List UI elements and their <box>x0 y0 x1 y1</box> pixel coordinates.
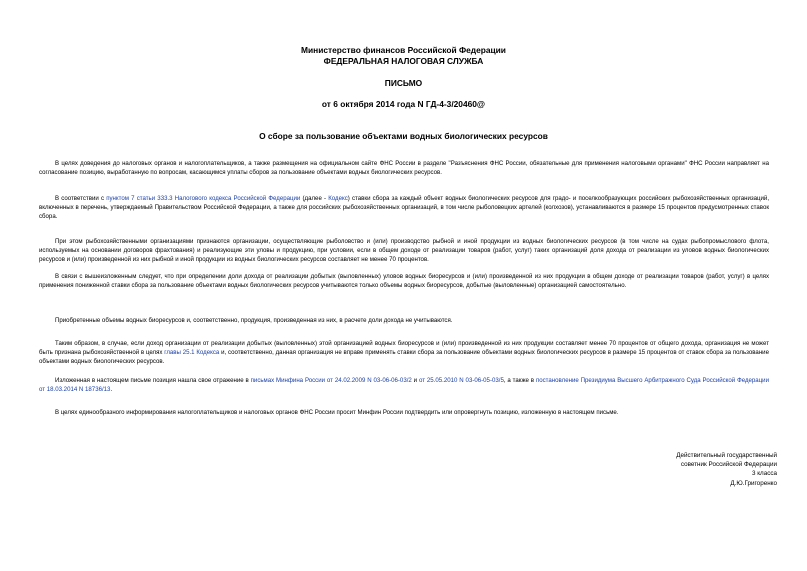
service-title: ФЕДЕРАЛЬНАЯ НАЛОГОВАЯ СЛУЖБА <box>323 56 484 66</box>
paragraph-7-text-b: и <box>411 377 419 384</box>
paragraph-2-text-a: В соответствии с <box>55 195 107 202</box>
arbitration-court-ruling-link[interactable]: постановление Президиума Высшего Арбитражного Суда Российской Федерации от 18.03.2014 N 18736/13 <box>39 377 769 393</box>
signature-title-line-1: Действительный государственный <box>676 452 777 459</box>
paragraph-3: При этом рыбохозяйственными организациями признаются организации, осуществляющие рыболовство и (или) производство рыбной и иной продукции из водных биологических ресурсов (в том числе на судах рыбопромыслового флота, используемых на основании договоров фрахтования) и реализующие эти уловы и продукцию, при условии, если в общем доходе от реализации товаров (работ, услуг) таких организаций доля дохода от реализации из уловов водных биологических ресурсов и (или) произведенной из них рыбной и иной продукции из водных биологических ресурсов составляет не менее 70 процентов. <box>39 238 769 263</box>
paragraph-4: В связи с вышеизложенным следует, что при определении доли дохода от реализации добытых (выловленных) уловов водных биоресурсов и (или) произведенной из них продукции в общем доходе от реализации товаров (работ, услуг) в целях применения пониженной ставки сбора за пользование объектами водных биологических ресурсов учитываются только объемы водных биоресурсов, добытые (выловленные) организацией самостоятельно. <box>39 273 769 289</box>
paragraph-2-text-c: ) ставки сбора за каждый объект водных биологических ресурсов для градо- и поселкообразующих российских рыбохозяйственных организаций, включенных в перечень, утверждаемый Правительством Российской Федерации, а также для российских рыбохозяйственных организаций, в том числе рыболовецких артелей (колхозов), устанавливаются в размере 15 процентов предусмотренных ставок сбора. <box>39 195 770 220</box>
paragraph-7-text-a: Изложенная в настоящем письме позиция нашла свое отражение в <box>55 377 251 384</box>
paragraph-7 <box>39 377 769 395</box>
ministry-title: Министерство финансов Российской Федерации <box>301 45 506 55</box>
document-type: ПИСЬМО <box>384 78 423 88</box>
signatory-name: Д.Ю.Григоренко <box>730 479 777 487</box>
tax-code-article-link[interactable]: пунктом 7 статьи 333.3 Налогового кодекса Российской Федерации <box>106 195 301 202</box>
paragraph-6-text-b: и, соответственно, данная организация не вправе применять ставки сбора за пользование объектами водных биологических ресурсов в размере 15 процентов от ставок сбора за пользование объектами водных биологических ресурсов. <box>39 348 769 365</box>
signature-title-line-2: советник Российской Федерации <box>680 461 777 469</box>
paragraph-7-text-c: , а также в <box>503 377 536 384</box>
paragraph-6-text-a: Таким образом, в случае, если доход организации от реализации добытых (выловленных) этой организацией водных биоресурсов и (или) произведенной из них продукции составляет менее 70 процентов от общего дохода, организация не может быть признана рыбохозяйственной в целях <box>39 340 769 356</box>
paragraph-8: В целях единообразного информирования налогоплательщиков и налоговых органов ФНС России просит Минфин России подтвердить или опровергнуть позицию, изложенную в настоящем письме. <box>55 409 619 416</box>
paragraph-2 <box>39 195 769 221</box>
paragraph-2-text-b: (далее - <box>300 195 329 202</box>
tax-code-link[interactable]: Кодекс <box>328 195 348 202</box>
paragraph-6 <box>39 340 769 366</box>
minfin-letter-2009-link[interactable]: письмах Минфина России от 24.02.2009 N 03-06-06-03/2 <box>250 377 412 384</box>
paragraph-1: В целях доведения до налоговых органов и налогоплательщиков, а также размещения на официальном сайте ФНС России в разделе "Разъяснения ФНС России, обязательные для применения налоговыми органами" ФНС России направляет на согласование позицию, выработанную по вопросам, касающимся уплаты сборов за пользование объектами водных биологических ресурсов. <box>39 160 769 176</box>
document-subject: О сборе за пользование объектами водных биологических ресурсов <box>259 131 548 141</box>
minfin-letter-2010-link[interactable]: от 25.05.2010 N 03-06-05-03/5 <box>418 377 504 384</box>
paragraph-7-text-d: . <box>110 385 113 393</box>
document-date-number: от 6 октября 2014 года N ГД-4-3/20460@ <box>321 99 486 109</box>
chapter-25-1-link[interactable]: главы 25.1 Кодекса <box>164 348 220 356</box>
paragraph-5: Приобретенные объемы водных биоресурсов и, соответственно, продукция, произведенная из них, в расчете доли дохода не учитываются. <box>55 317 453 324</box>
signature-block <box>676 451 777 488</box>
signature-title-line-3: 3 класса <box>751 470 777 478</box>
